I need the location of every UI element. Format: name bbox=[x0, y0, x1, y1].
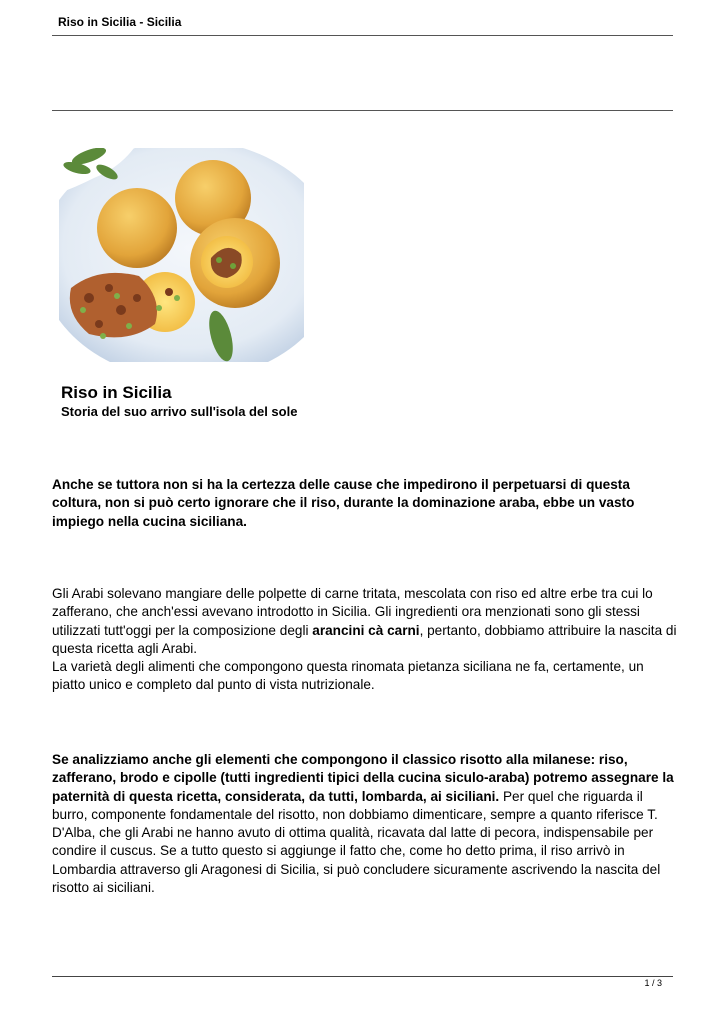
body-text: Per quel che riguarda il burro, componente fondamentale del risotto, non dobbiamo dimenticare, sempre a quanto riferisce T. D'Alba, che gli Arabi ne hanno avuto di ottima qualità, ricavata dal latte di pecora, indispensabile per condire il cuscus. Se a tutto questo si aggiunge il fatto che, come ho detto prima, il riso arrivò in Lombardia attraverso gli Aragonesi di Sicilia, si può concludere sicuramente ascrivendo la nascita del risotto ai siciliani. bbox=[52, 788, 661, 896]
footer-rule bbox=[52, 976, 673, 977]
body-paragraph-1 bbox=[52, 585, 677, 695]
divider-rule bbox=[52, 110, 673, 111]
page-header-title: Riso in Sicilia - Sicilia bbox=[58, 15, 182, 29]
body-text: Gli Arabi solevano mangiare delle polpette di carne tritata, mescolata con riso ed altre erbe tra cui lo zafferano, che anch'essi avevano introdotto in Sicilia. Gli ingredienti ora menzionati sono gli stessi utilizzati tutt'oggi per la composizione degli bbox=[52, 586, 653, 638]
article-subtitle: Storia del suo arrivo sull'isola del sole bbox=[61, 404, 298, 419]
body-emphasis: Se analizziamo anche gli elementi che compongono il classico risotto alla milanese: riso, zafferano, brodo e cipolle (tutti ingredienti tipici della cucina siculo-araba) potremo assegnare la paternità di questa ricetta, considerata, da tutti, lombarda, ai siciliani. bbox=[52, 752, 674, 804]
body-emphasis: arancini cà carni bbox=[312, 622, 420, 638]
page-number: 1 / 3 bbox=[644, 978, 662, 988]
body-text: , pertanto, dobbiamo attribuire la nascita di questa ricetta agli Arabi. bbox=[52, 622, 677, 656]
arancini-photo bbox=[59, 148, 304, 362]
header-rule bbox=[52, 35, 673, 36]
body-paragraph-2 bbox=[52, 751, 677, 897]
intro-paragraph: Anche se tuttora non si ha la certezza delle cause che impedirono il perpetuarsi di questa coltura, non si può certo ignorare che il riso, durante la dominazione araba, ebbe un vasto impiego nella cucina siciliana. bbox=[52, 477, 635, 529]
article-title: Riso in Sicilia bbox=[61, 383, 172, 402]
body-text: La varietà degli alimenti che compongono questa rinomata pietanza siciliana ne fa, certamente, un piatto unico e completo dal punto di vista nutrizionale. bbox=[52, 659, 644, 693]
